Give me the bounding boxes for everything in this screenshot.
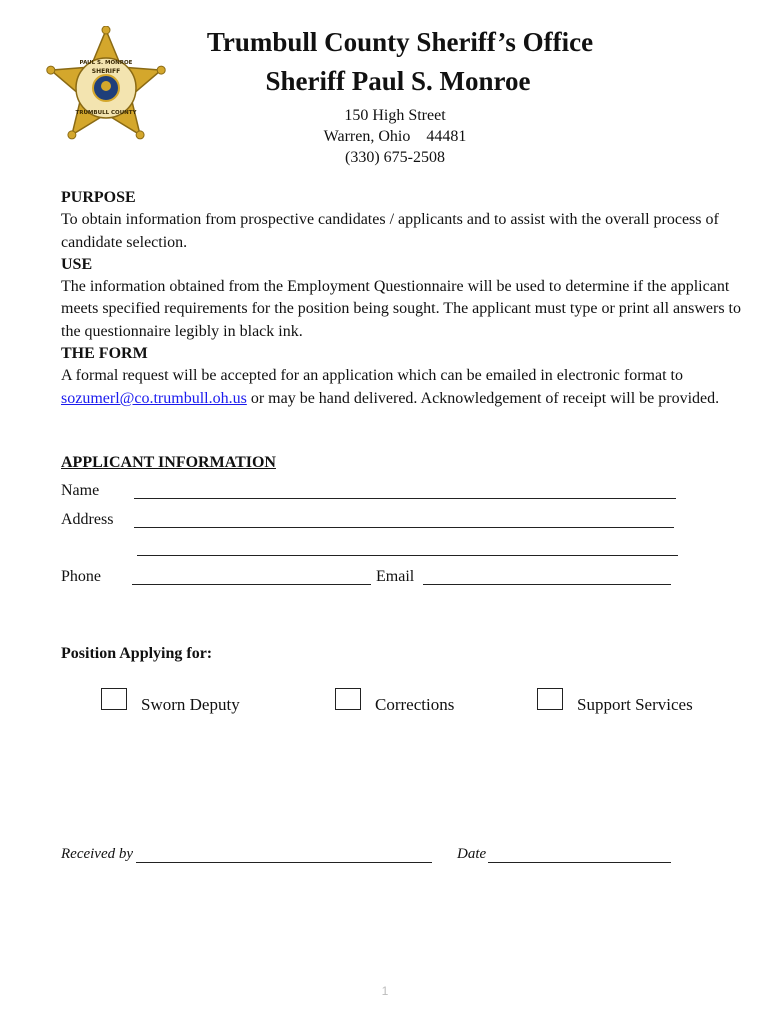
sworn-deputy-label: Sworn Deputy (141, 695, 240, 714)
name-field[interactable] (134, 498, 676, 499)
address-label: Address (61, 511, 114, 528)
email-label: Email (376, 568, 415, 585)
intro-section (61, 187, 751, 410)
svg-text:PAUL S. MONROE: PAUL S. MONROE (79, 60, 133, 66)
sheriff-name: Sheriff Paul S. Monroe (265, 66, 531, 96)
support-services-checkbox[interactable] (537, 688, 563, 710)
form-text-after: or may be hand delivered. Acknowledgement of receipt will be provided. (246, 389, 720, 407)
svg-text:TRUMBULL COUNTY: TRUMBULL COUNTY (75, 110, 137, 116)
page-number: 1 (381, 984, 389, 998)
purpose-text: To obtain information from prospective candidates / applicants and to assist with the overall process of candidate selection. (61, 211, 719, 251)
use-text: The information obtained from the Employment Questionnaire will be used to determine if the applicant meets specified requirements for the position being sought. The applicant must type or print all answers to the questionnaire legibly in black ink. (61, 278, 741, 340)
address-field-line2[interactable] (137, 555, 678, 556)
received-by-label: Received by (61, 846, 134, 862)
corrections-checkbox[interactable] (335, 688, 361, 710)
sworn-deputy-checkbox[interactable] (101, 688, 127, 710)
address-street: 150 High Street (344, 107, 446, 124)
received-by-field[interactable] (136, 862, 432, 863)
svg-text:SHERIFF: SHERIFF (91, 68, 121, 75)
purpose-heading: PURPOSE (61, 189, 136, 206)
address-city: Warren, Ohio 44481 (323, 128, 467, 145)
date-field[interactable] (488, 862, 671, 863)
form-heading: THE FORM (61, 345, 148, 363)
phone-label: Phone (61, 568, 101, 585)
date-label: Date (457, 846, 487, 862)
form-text (61, 365, 751, 410)
email-link[interactable]: sozumerl@co.trumbull.oh.us (61, 389, 247, 407)
use-heading: USE (61, 255, 93, 273)
position-heading: Position Applying for: (61, 645, 213, 662)
email-field[interactable] (423, 584, 671, 585)
support-services-label: Support Services (577, 695, 693, 714)
phone-field[interactable] (132, 584, 371, 585)
office-title: Trumbull County Sheriff’s Office (206, 27, 594, 57)
applicant-heading: APPLICANT INFORMATION (61, 454, 276, 471)
form-text-before: A formal request will be accepted for an application which can be emailed in electronic format to (61, 367, 683, 385)
corrections-label: Corrections (375, 695, 455, 714)
name-label: Name (61, 482, 100, 499)
address-phone: (330) 675-2508 (345, 149, 445, 166)
address-field-line1[interactable] (134, 527, 674, 528)
